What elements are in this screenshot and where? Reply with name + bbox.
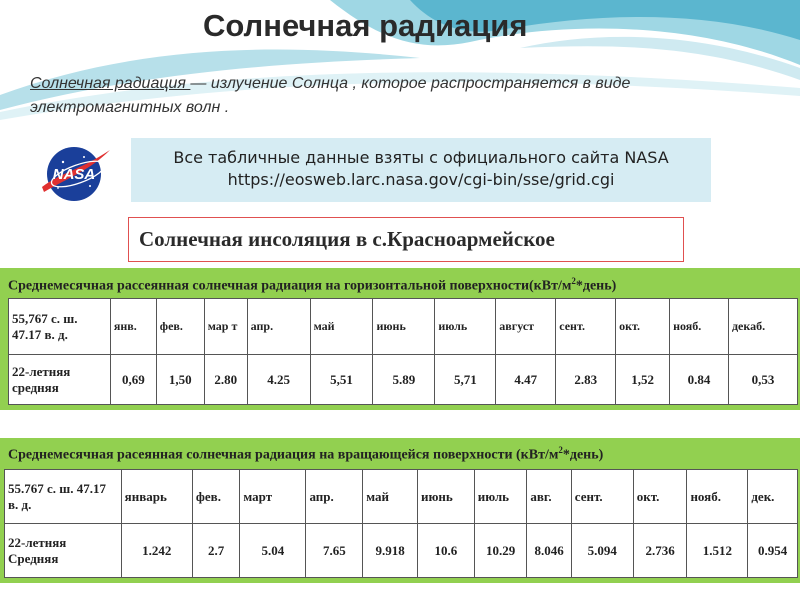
table2-month: апр.: [306, 470, 363, 524]
table2-value: 7.65: [306, 524, 363, 578]
table1-month: декаб.: [728, 299, 797, 355]
table1-values-row: [9, 355, 798, 405]
table1-location-cell: 55,767 с. ш. 47.17 в. д.: [9, 299, 111, 355]
table1-month: апр.: [247, 299, 310, 355]
nasa-logo-icon: [36, 140, 114, 206]
table2-value: 5.04: [240, 524, 306, 578]
rotating-radiation-block: [0, 438, 800, 583]
table2-month: июль: [474, 470, 527, 524]
table1-month: август: [496, 299, 556, 355]
table2-row-label: 22-летняя Средняя: [5, 524, 122, 578]
table1-caption: Среднемесячная рассеянная солнечная радиация на горизонтальной $поверхности(кВт/м^2*день)$: [8, 276, 617, 294]
table1-header-row: [9, 299, 798, 355]
table2-location-cell: 55.767 с. ш. 47.17 в. д.: [5, 470, 122, 524]
table1-value: 1,52: [616, 355, 670, 405]
horizontal-radiation-block: [0, 268, 800, 410]
table1-row-label: 22-летняя средняя: [9, 355, 111, 405]
table2-month: сент.: [571, 470, 633, 524]
table1-month: сент.: [556, 299, 616, 355]
table1-value: 5,71: [435, 355, 496, 405]
table2-month: май: [363, 470, 418, 524]
table2-value: 10.29: [474, 524, 527, 578]
rotating-radiation-table: [4, 469, 798, 578]
table2-value: 10.6: [417, 524, 474, 578]
table2-value: 5.094: [571, 524, 633, 578]
table2-value: 8.046: [527, 524, 571, 578]
table1-value: 5.89: [373, 355, 435, 405]
table1-value: 1,50: [156, 355, 204, 405]
table1-month: фев.: [156, 299, 204, 355]
table1-value: 2.83: [556, 355, 616, 405]
table2-month: январь: [121, 470, 192, 524]
svg-text:NASA: NASA: [52, 166, 96, 183]
table2-month: авг.: [527, 470, 571, 524]
source-note: Все табличные данные взяты с официального сайта NASA: [173, 148, 669, 167]
table2-caption: Среднемесячная расеянная солнечная радиация на вращающейся поверхности $(кВт/м^2*день)$: [8, 445, 604, 463]
table2-month: нояб.: [687, 470, 748, 524]
table1-value: 4.25: [247, 355, 310, 405]
table2-values-row: [5, 524, 798, 578]
table2-value: 9.918: [363, 524, 418, 578]
horizontal-radiation-table: [8, 298, 798, 405]
table1-month: янв.: [110, 299, 156, 355]
section-subtitle: Солнечная инсоляция в с.Красноармейское: [128, 217, 684, 262]
table1-month: июнь: [373, 299, 435, 355]
table1-month: нояб.: [670, 299, 729, 355]
table1-value: 2.80: [204, 355, 247, 405]
definition-text: [30, 72, 730, 120]
table1-value: 0,69: [110, 355, 156, 405]
table1-month: мар т: [204, 299, 247, 355]
table2-header-row: [5, 470, 798, 524]
table2-month: окт.: [633, 470, 687, 524]
table1-month: июль: [435, 299, 496, 355]
table1-value: 0,53: [728, 355, 797, 405]
page-title: Солнечная радиация: [203, 8, 528, 43]
table1-month: окт.: [616, 299, 670, 355]
table2-value: 2.7: [192, 524, 239, 578]
table2-month: июнь: [417, 470, 474, 524]
table1-value: 5,51: [310, 355, 373, 405]
table2-month: фев.: [192, 470, 239, 524]
source-info-box: [131, 138, 711, 202]
table2-month: март: [240, 470, 306, 524]
table2-value: 0.954: [748, 524, 798, 578]
definition-term: Солнечная радиация: [30, 75, 191, 92]
table2-month: дек.: [748, 470, 798, 524]
table1-value: 0.84: [670, 355, 729, 405]
table1-value: 4.47: [496, 355, 556, 405]
table1-month: май: [310, 299, 373, 355]
table2-value: 1.512: [687, 524, 748, 578]
table2-value: 2.736: [633, 524, 687, 578]
source-url: https://eosweb.larc.nasa.gov/cgi-bin/sse/grid.cgi: [227, 170, 615, 189]
definition-body: — излучение Солнца , которое распространяется в виде электромагнитных волн .: [30, 75, 631, 116]
table2-value: 1.242: [121, 524, 192, 578]
